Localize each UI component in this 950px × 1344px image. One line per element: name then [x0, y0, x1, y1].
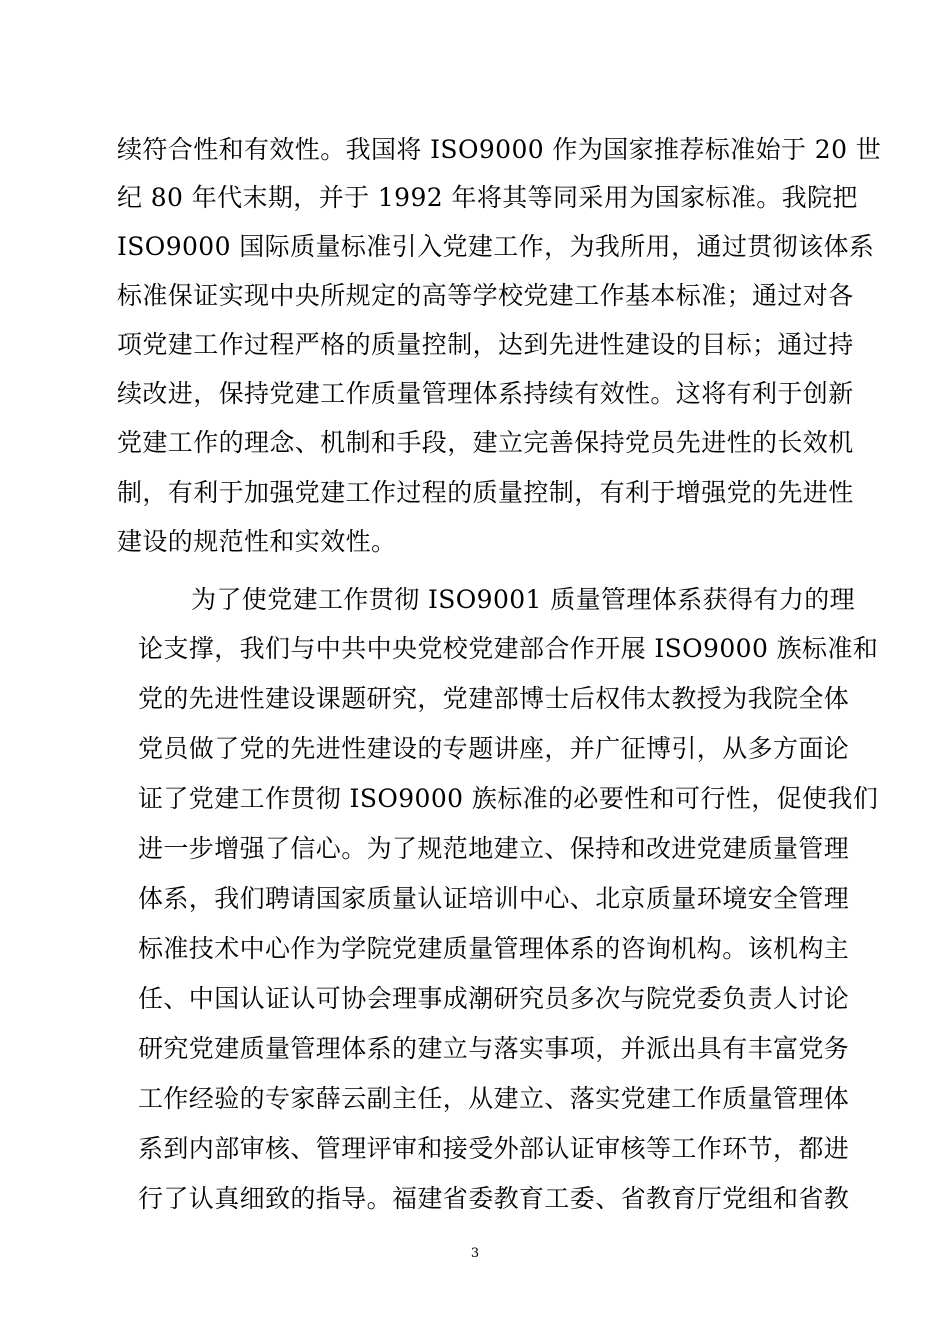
text-line: 任、中国认证认可协会理事成潮研究员多次与院党委负责人讨论	[138, 984, 850, 1013]
text-line: 研究党建质量管理体系的建立与落实事项，并派出具有丰富党务	[138, 1034, 850, 1063]
page-number: 3	[470, 1246, 480, 1261]
text-line: 工作经验的专家薛云副主任，从建立、落实党建工作质量管理体	[138, 1084, 850, 1113]
text-line: 论支撑，我们与中共中央党校党建部合作开展 ISO9000 族标准和	[138, 634, 879, 663]
text-line: ISO9000 国际质量标准引入党建工作，为我所用，通过贯彻该体系	[117, 232, 875, 261]
text-line: 证了党建工作贯彻 ISO9000 族标准的必要性和可行性，促使我们	[138, 784, 879, 813]
text-line: 体系，我们聘请国家质量认证培训中心、北京质量环境安全管理	[138, 884, 850, 913]
text-line: 续符合性和有效性。我国将 ISO9000 作为国家推荐标准始于 20 世	[117, 135, 882, 164]
text-line: 系到内部审核、管理评审和接受外部认证审核等工作环节，都进	[138, 1134, 850, 1163]
text-line: 制，有利于加强党建工作过程的质量控制，有利于增强党的先进性	[117, 478, 854, 507]
text-line: 标准技术中心作为学院党建质量管理体系的咨询机构。该机构主	[138, 934, 850, 963]
text-line: 续改进，保持党建工作质量管理体系持续有效性。这将有利于创新	[117, 379, 854, 408]
text-line: 为了使党建工作贯彻 ISO9001 质量管理体系获得有力的理	[191, 585, 856, 614]
text-line: 建设的规范性和实效性。	[117, 527, 397, 556]
text-line: 项党建工作过程严格的质量控制，达到先进性建设的目标；通过持	[117, 330, 854, 359]
text-line: 纪 80 年代末期，并于 1992 年将其等同采用为国家标准。我院把	[117, 183, 858, 212]
text-line: 党建工作的理念、机制和手段，建立完善保持党员先进性的长效机	[117, 428, 854, 457]
text-line: 党员做了党的先进性建设的专题讲座，并广征博引，从多方面论	[138, 734, 850, 763]
text-line: 进一步增强了信心。为了规范地建立、保持和改进党建质量管理	[138, 834, 850, 863]
text-line: 党的先进性建设课题研究，党建部博士后权伟太教授为我院全体	[138, 684, 850, 713]
text-line: 标准保证实现中央所规定的高等学校党建工作基本标准；通过对各	[117, 281, 854, 310]
text-line: 行了认真细致的指导。福建省委教育工委、省教育厅党组和省教	[138, 1184, 850, 1213]
